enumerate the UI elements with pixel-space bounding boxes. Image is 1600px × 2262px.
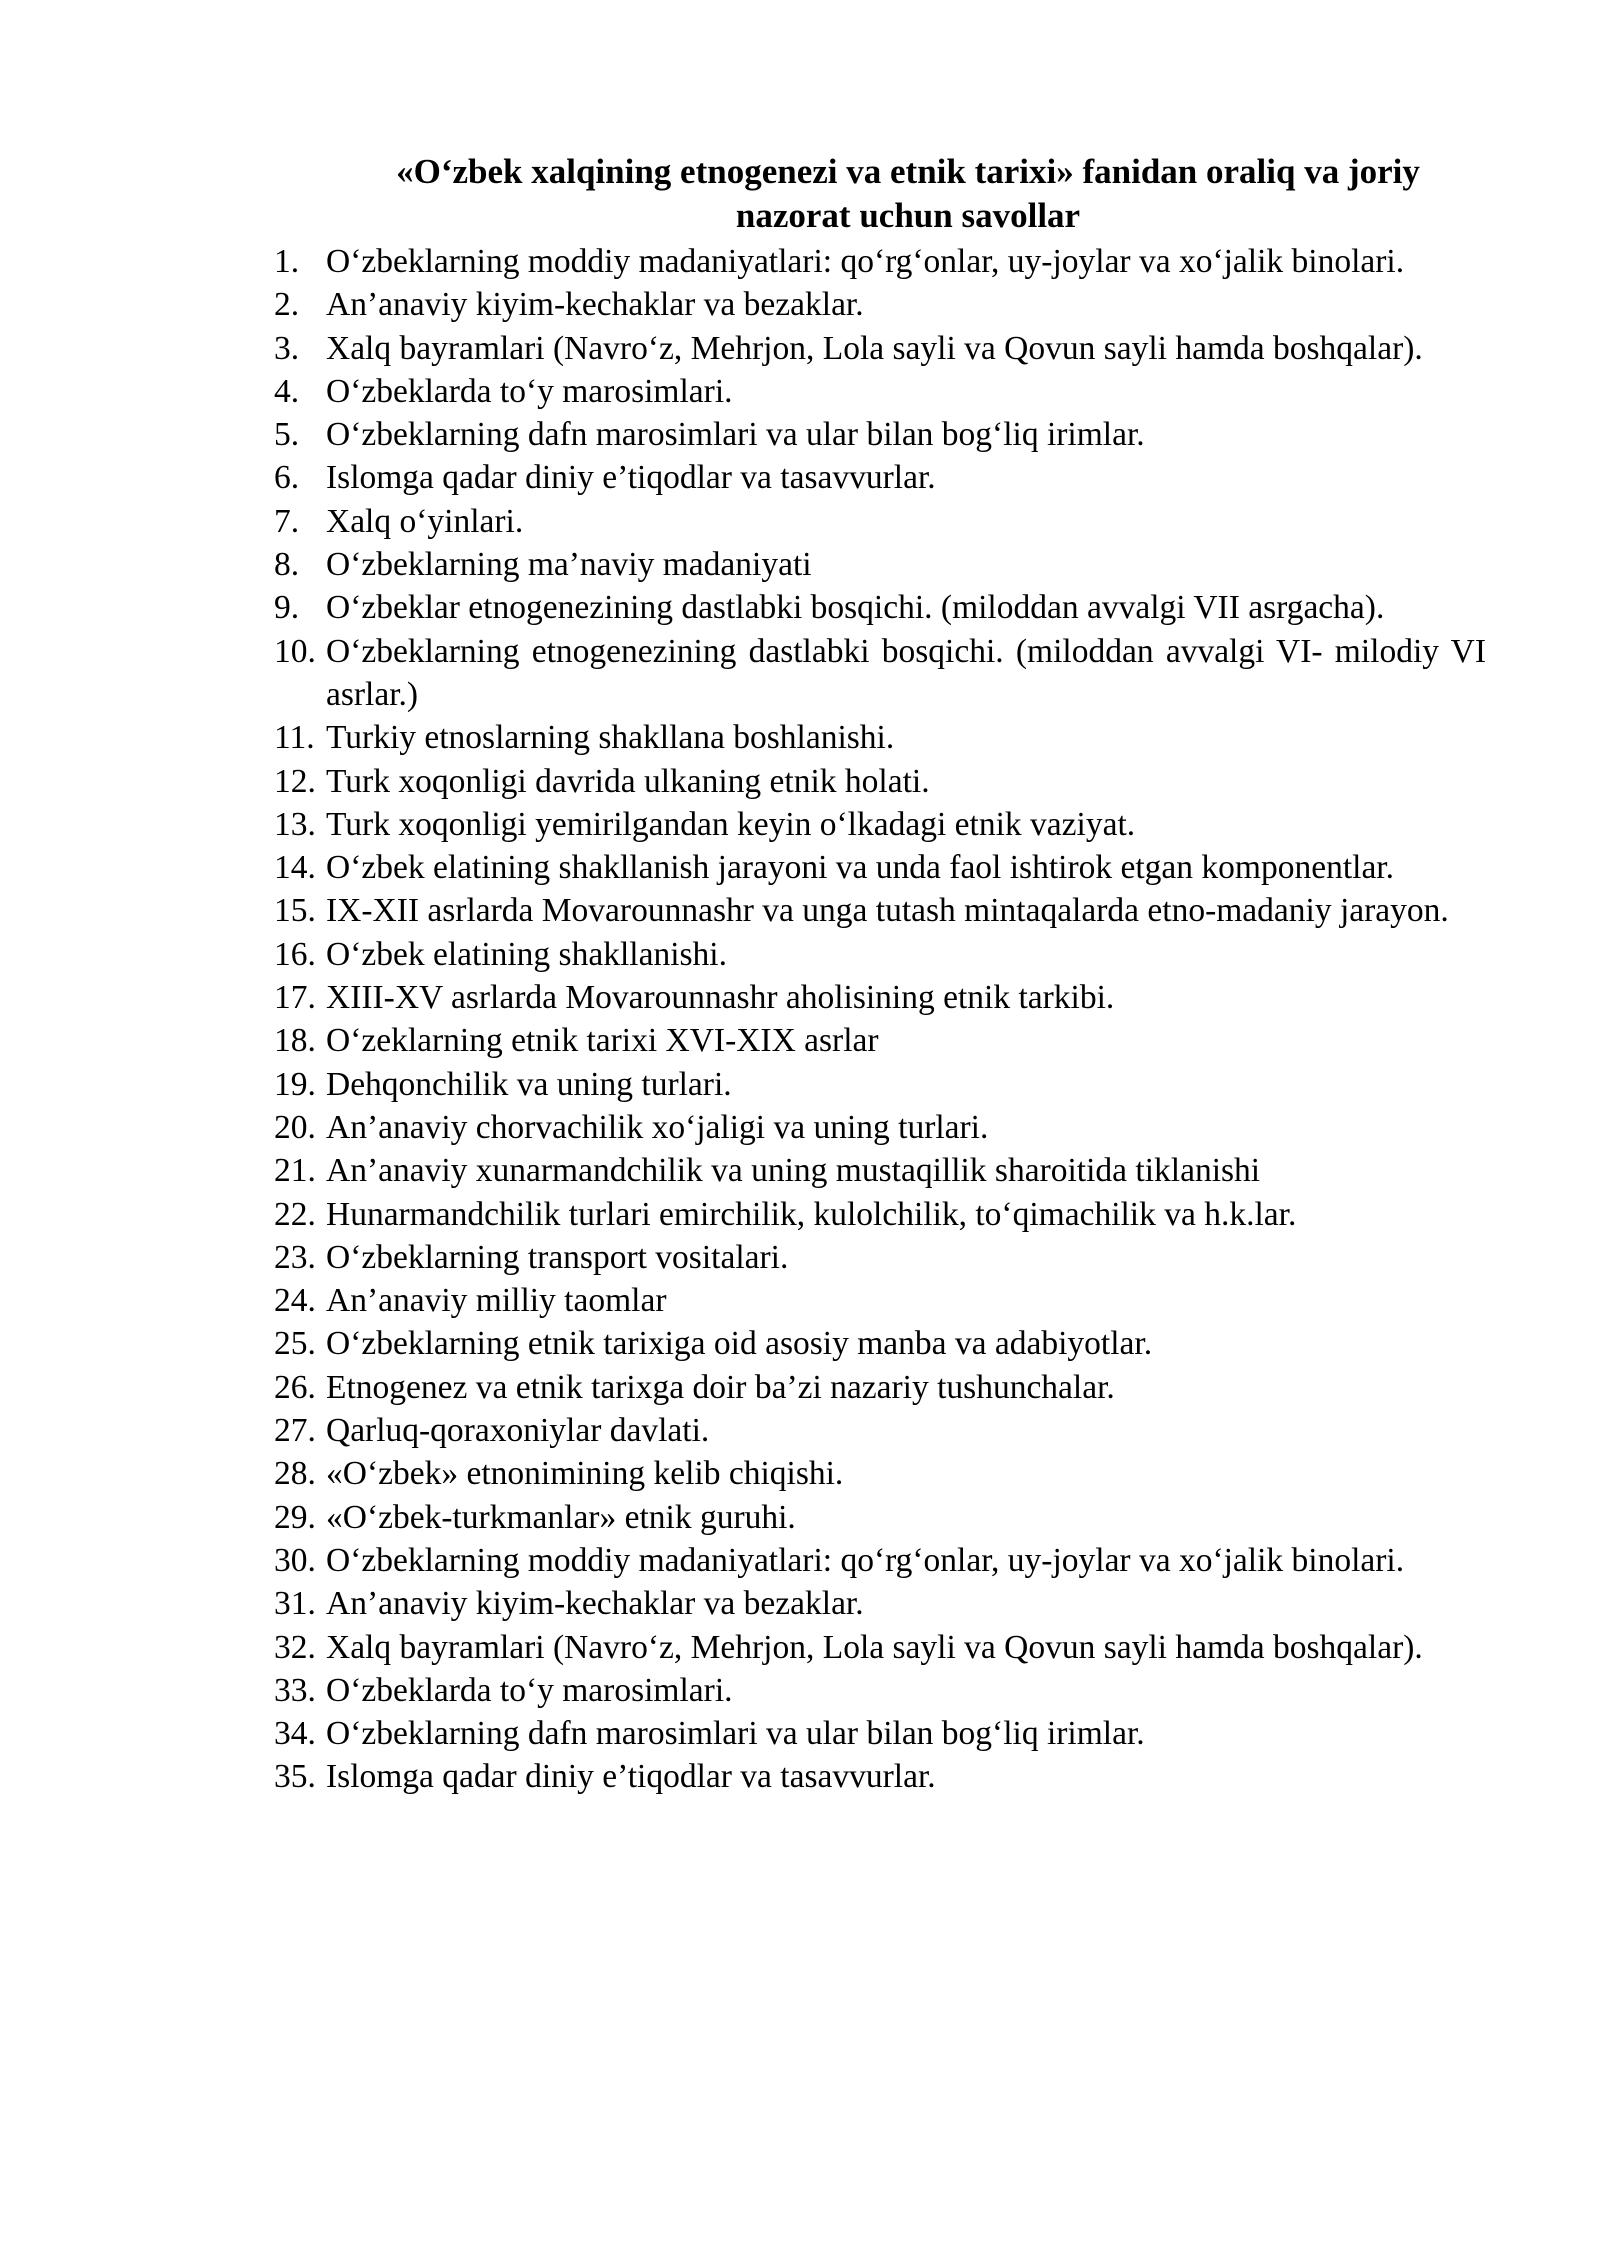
question-item: [274, 1626, 1486, 1669]
question-text: An’anaviy xunarmandchilik va uning mustaqillik sharoitida tiklanishi: [326, 1152, 1261, 1190]
question-number: 34.: [274, 1715, 316, 1753]
question-number: 17.: [274, 979, 316, 1017]
question-text: O‘zbeklarning etnik tarixiga oid asosiy manba va adabiyotlar.: [326, 1325, 1153, 1363]
question-item: [274, 976, 1486, 1019]
question-item: [274, 370, 1486, 413]
question-number: 30.: [274, 1541, 316, 1579]
question-number: 11.: [274, 719, 315, 757]
question-item: [274, 803, 1486, 846]
question-text: Qarluq-qoraxoniylar davlati.: [326, 1412, 710, 1450]
question-number: 4.: [274, 372, 300, 410]
question-text: O‘zbeklarning ma’naviy madaniyati: [326, 546, 812, 584]
question-text: Dehqonchilik va uning turlari.: [326, 1065, 732, 1103]
question-number: 16.: [274, 935, 316, 973]
question-text: O‘zbeklarning etnogenezining dastlabki bosqichi. (miloddan avvalgi VI- milodiy VI asrlar.): [326, 632, 1486, 713]
question-text: O‘zbeklarning dafn marosimlari va ular bilan bog‘liq irimlar.: [326, 1715, 1145, 1753]
question-item: [274, 1193, 1486, 1236]
question-number: 25.: [274, 1325, 316, 1363]
question-text: An’anaviy kiyim-kechaklar va bezaklar.: [326, 286, 864, 324]
question-number: 6.: [274, 459, 300, 497]
question-number: 13.: [274, 805, 316, 843]
question-text: An’anaviy kiyim-kechaklar va bezaklar.: [326, 1585, 864, 1623]
question-number: 2.: [274, 286, 300, 324]
question-item: [274, 1322, 1486, 1365]
question-item: [274, 543, 1486, 586]
question-number: 3.: [274, 329, 300, 367]
title-line-1: «O‘zbek xalqining etnogenezi va etnik tarixi» fanidan oraliq va joriy: [396, 152, 1420, 191]
question-number: 5.: [274, 416, 300, 454]
question-item: [274, 1063, 1486, 1106]
question-text: O‘zbeklarning dafn marosimlari va ular bilan bog‘liq irimlar.: [326, 416, 1145, 454]
question-list: [274, 240, 1486, 1799]
question-number: 22.: [274, 1195, 316, 1233]
title-line-2: nazorat uchun savollar: [735, 196, 1081, 235]
question-text: Islomga qadar diniy e’tiqodlar va tasavvurlar.: [326, 459, 936, 497]
question-text: «O‘zbek» etnonimining kelib chiqishi.: [326, 1455, 844, 1493]
question-number: 24.: [274, 1282, 316, 1320]
question-text: Etnogenez va etnik tarixga doir ba’zi nazariy tushunchalar.: [326, 1368, 1115, 1406]
document-title: [330, 150, 1486, 238]
question-text: Turkiy etnoslarning shakllana boshlanishi.: [326, 719, 895, 757]
question-item: [274, 456, 1486, 499]
question-number: 29.: [274, 1498, 316, 1536]
question-item: [274, 1496, 1486, 1539]
question-number: 14.: [274, 849, 316, 887]
question-text: O‘zeklarning etnik tarixi XVI-XIX asrlar: [326, 1022, 879, 1060]
question-text: Turk xoqonligi yemirilgandan keyin o‘lkadagi etnik vaziyat.: [326, 805, 1136, 843]
question-number: 21.: [274, 1152, 316, 1190]
question-item: [274, 1019, 1486, 1062]
question-number: 7.: [274, 502, 300, 540]
question-number: 15.: [274, 892, 316, 930]
question-item: [274, 760, 1486, 803]
question-item: [274, 1539, 1486, 1582]
question-item: [274, 1669, 1486, 1712]
question-number: 1.: [274, 243, 300, 280]
question-item: [274, 933, 1486, 976]
question-number: 12.: [274, 762, 316, 800]
question-text: Islomga qadar diniy e’tiqodlar va tasavvurlar.: [326, 1758, 936, 1796]
question-text: An’anaviy milliy taomlar: [326, 1282, 667, 1320]
question-number: 33.: [274, 1671, 316, 1709]
question-text: O‘zbeklarda to‘y marosimlari.: [326, 1671, 733, 1709]
question-item: [274, 586, 1486, 629]
question-text: O‘zbek elatining shakllanish jarayoni va unda faol ishtirok etgan komponentlar.: [326, 849, 1394, 887]
question-text: XIII-XV asrlarda Movarounnashr aholisining etnik tarkibi.: [326, 979, 1115, 1017]
question-item: [274, 1409, 1486, 1452]
question-number: 10.: [274, 632, 316, 670]
question-item: [274, 327, 1486, 370]
question-number: 31.: [274, 1585, 316, 1623]
question-number: 35.: [274, 1758, 316, 1796]
question-text: IX-XII asrlarda Movarounnashr va unga tutash mintaqalarda etno-madaniy jarayon.: [326, 892, 1449, 930]
question-text: An’anaviy chorvachilik xo‘jaligi va uning turlari.: [326, 1108, 989, 1146]
question-number: 26.: [274, 1368, 316, 1406]
question-number: 28.: [274, 1455, 316, 1493]
question-text: Xalq bayramlari (Navro‘z, Mehrjon, Lola sayli va Qovun sayli hamda boshqalar).: [326, 329, 1423, 367]
question-number: 32.: [274, 1628, 316, 1666]
question-text: Xalq bayramlari (Navro‘z, Mehrjon, Lola sayli va Qovun sayli hamda boshqalar).: [326, 1628, 1423, 1666]
question-text: O‘zbeklar etnogenezining dastlabki bosqichi. (miloddan avvalgi VII asrgacha).: [326, 589, 1385, 627]
question-item: [274, 413, 1486, 456]
question-item: [274, 889, 1486, 932]
question-number: 23.: [274, 1238, 316, 1276]
question-number: 27.: [274, 1412, 316, 1450]
question-item: [274, 1452, 1486, 1495]
question-item: [274, 1755, 1486, 1798]
question-item: [274, 1149, 1486, 1192]
question-item: [274, 240, 1486, 283]
question-text: O‘zbeklarning moddiy madaniyatlari: qo‘rg‘onlar, uy-joylar va xo‘jalik binolari.: [326, 243, 1405, 280]
question-text: Hunarmandchilik turlari emirchilik, kulolchilik, to‘qimachilik va h.k.lar.: [326, 1195, 1297, 1233]
question-item: [274, 1106, 1486, 1149]
question-item: [274, 846, 1486, 889]
question-text: Turk xoqonligi davrida ulkaning etnik holati.: [326, 762, 930, 800]
question-number: 18.: [274, 1022, 316, 1060]
question-number: 8.: [274, 546, 300, 584]
question-text: «O‘zbek-turkmanlar» etnik guruhi.: [326, 1498, 796, 1536]
question-item: [274, 283, 1486, 326]
question-number: 9.: [274, 589, 300, 627]
question-item: [274, 1236, 1486, 1279]
question-number: 19.: [274, 1065, 316, 1103]
question-text: O‘zbeklarning transport vositalari.: [326, 1238, 789, 1276]
question-item: [274, 630, 1486, 717]
question-item: [274, 716, 1486, 759]
question-item: [274, 1712, 1486, 1755]
question-text: O‘zbeklarning moddiy madaniyatlari: qo‘rg‘onlar, uy-joylar va xo‘jalik binolari.: [326, 1541, 1405, 1579]
question-item: [274, 1582, 1486, 1625]
question-text: O‘zbek elatining shakllanishi.: [326, 935, 727, 973]
question-item: [274, 1366, 1486, 1409]
question-text: O‘zbeklarda to‘y marosimlari.: [326, 372, 733, 410]
question-number: 20.: [274, 1108, 316, 1146]
question-item: [274, 1279, 1486, 1322]
question-item: [274, 500, 1486, 543]
question-text: Xalq o‘yinlari.: [326, 502, 524, 540]
